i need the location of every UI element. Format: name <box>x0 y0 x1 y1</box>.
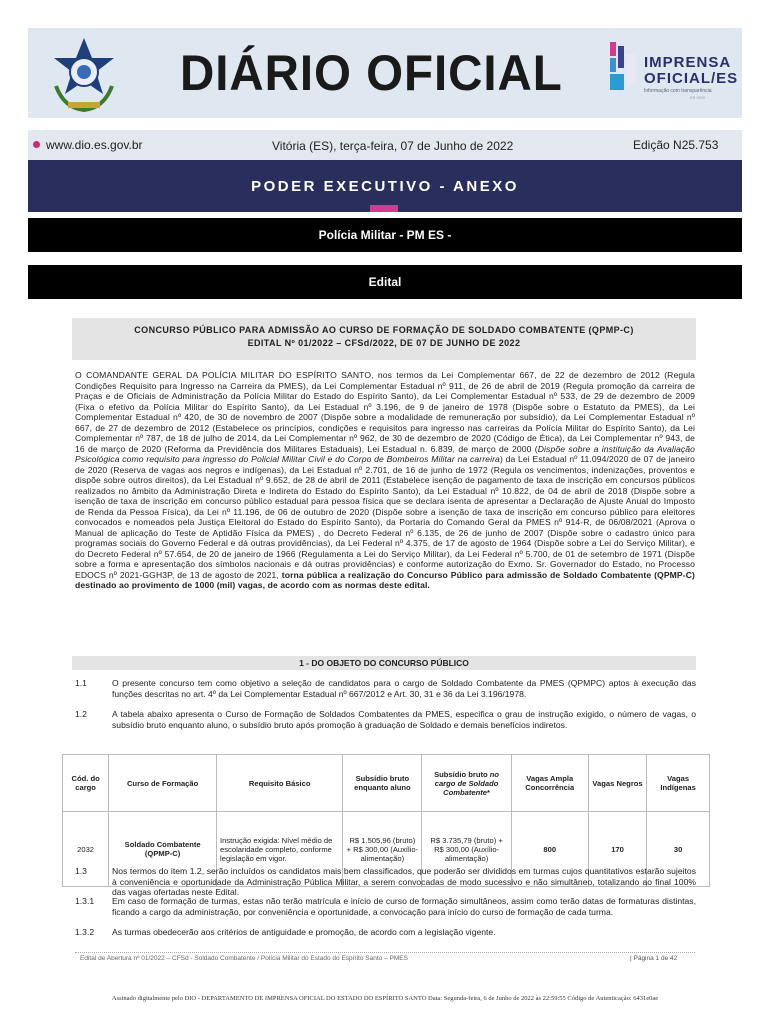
cell-sub2: R$ 3.735,79 (bruto) + R$ 300,00 (Auxílio-alimentação) <box>422 812 511 887</box>
logo-subtag: ES GOV <box>690 95 706 100</box>
cell-sub1: R$ 1.505,96 (bruto) + R$ 300,00 (Auxílio-alimentação) <box>343 812 422 887</box>
preamble-part2: ) da Lei Estadual nº 11.094/2020 de 07 de janeiro de 2020 (Reserva de vagas aos negros e indígenas), da Lei Estadual nº 2.701, de 16 de junho de 1972 (Regula os vencimentos, indenizações, proventos e dispõe sobre outros direitos), da Lei Estadual nº 9.652, de 28 de abril de 2011 (Estabelece isenção de pagamento de taxa de inscrição em concursos públicos realizados no âmbito da Administração Direta e Indireta do Estado do Espírito Santo), da Lei Estadual nº 10.822, de 04 de abril de 2018 (Dispõe sobre a isenção de taxa de inscrição em concurso público estadual para pessoa física que se declara isenta de apresentar a Declaração de Ajuste Anual do Imposto de Renda da Pessoa Física), da Lei nº 11.196, de 06 de outubro de 2020 (Dispõe sobre a isenção de taxa de inscrição em concurso público para eleitores convocados e nomeados pela Justiça Eleitoral do Estado do Espírito Santo), da Portaria do Comando Geral da PMES nº 914-R, de 06/08/2021 (Aprova o Manual de aplicação do Teste de Aptidão Física da PMES) , do Decreto Federal nº 6.135, de 26 de junho de 2007 (Dispõe sobre o cadastro único para programas sociais do Governo Federal e dá outras providências), da Lei Federal nº 4.375, de 17 de agosto de 1964 (Dispõe sobre a Lei do Serviço Militar), e do Decreto Federal nº 57.654, de 20 de janeiro de 1966 (Regulamenta a Lei do Serviço Militar), da Lei Federal nº 5.700, de 01 de setembro de 1971 (Dispõe sobre a forma e apresentação dos símbolos nacionais e dá outras providências) e conforme autorização do Exmo. Sr. Governador do Estado, no Processo EDOCS nº 2021-GGH3P, de 13 de agosto de 2021, <box>75 454 696 580</box>
col-sub2-c: * <box>487 787 490 797</box>
section-title: PODER EXECUTIVO - ANEXO <box>251 178 519 195</box>
col-sub2 <box>422 755 511 812</box>
col-sub2-b: no cargo de Soldado Combatente <box>434 769 500 797</box>
item-number: 1.2 <box>75 709 87 719</box>
logo-tagline: Informação com transparência <box>644 88 712 94</box>
cell-curso: Soldado Combatente (QPMP-C) <box>109 812 217 887</box>
logo-line2: OFICIAL/ES <box>644 70 739 87</box>
cell-negros: 170 <box>588 812 647 887</box>
col-indig: Vagas Indígenas <box>647 755 710 812</box>
item-number: 1.1 <box>75 678 87 688</box>
cell-ampla: 800 <box>511 812 588 887</box>
table-header-row <box>63 755 710 812</box>
cell-req: Instrução exigida: Nível médio de escolaridade completo, conforme legislação em vigor. <box>217 812 343 887</box>
col-req: Requisito Básico <box>217 755 343 812</box>
col-negros: Vagas Negros <box>588 755 647 812</box>
page-number: | Página 1 de 42 <box>630 955 678 962</box>
item-text: As turmas obedecerão aos critérios de antiguidade e promoção, de acordo com a legislação vigente. <box>112 927 496 937</box>
issue-date: Vitória (ES), terça-feira, 07 de Junho de 2022 <box>272 139 514 153</box>
site-link[interactable]: www.dio.es.gov.br <box>46 138 143 152</box>
doc-type-bar: Edital <box>28 265 742 299</box>
item-text: Nos termos do item 1.2, serão incluídos os candidatos mais bem classificados, que poderão ser divididos em turmas cujos quantitativos estarão sujeitos à conveniência e oportunidade da Administração Pública Militar, a serem convocadas de modo sucessivo e não simultâneo, totalizando ao final 100% das vagas ofertadas neste Edital. <box>112 866 696 897</box>
doc-heading-line1: CONCURSO PÚBLICO PARA ADMISSÃO AO CURSO DE FORMAÇÃO DE SOLDADO COMBATENTE (QPMP-C) <box>134 325 634 335</box>
col-ampla: Vagas Ampla Concorrência <box>511 755 588 812</box>
logo-line1: IMPRENSA <box>644 54 732 71</box>
digital-signature: Assinado digitalmente pelo DIO - DEPARTAMENTO DE IMPRENSA OFICIAL DO ESTADO DO ESPÍRITO SANTO Data: Segunda-feira, 6 de Junho de 2022 às 22:59:55 Código de Autenticação: 6431e0ae <box>111 995 659 1002</box>
item-number: 1.3 <box>75 866 87 876</box>
preamble-italic: Dispõe sobre a instituição da Avaliação Psicológica como requisito para ingresso do Policial Militar Civil e do Corpo de Bombeiros Militar na carreira <box>75 443 695 464</box>
preamble-paragraph <box>75 370 695 591</box>
cell-indig: 30 <box>647 812 710 887</box>
newspaper-title: DIÁRIO OFICIAL <box>180 45 563 101</box>
bullet-icon <box>33 141 40 148</box>
col-cod: Cód. do cargo <box>63 755 109 812</box>
preamble-part1: O COMANDANTE GERAL DA POLÍCIA MILITAR DO ESPÍRITO SANTO, nos termos da Lei Complementar 667, de 22 de dezembro de 2012 (Regula Condições Requisito para Ingresso na Carreira da PMES), da Lei Complementar Estadual nº 911, de 26 de abril de 2019 (Regula promoção da carreira de Praças e de Oficiais de Administração da Polícia Militar do Estado do Espírito Santo), da Lei Complementar Estadual nº 533, de 29 de dezembro de 2009 (Fixa o efetivo da Polícia Militar do Espírito Santo), da Lei Estadual nº 3.196, de 9 de janeiro de 1978 (Dispõe sobre o Estatuto da PMES), da Lei Complementar Estadual nº 420, de 30 de novembro de 2007 (Dispõe sobre a modalidade de remuneração por subsídio), da Lei Complementar Estadual nº 667, de 27 de dezembro de 2012 (Estabelece os princípios, condições e requisitos para ingresso nas carreiras da Polícia Militar do Espírito Santo), da Lei Complementar nº 787, de 18 de julho de 2014, da Lei Complementar nº 962, de 30 de dezembro de 2020 (Código de Ética), da Lei Complementar nº 943, de 16 de março de 2020 (Reforma da Previdência dos Militares Estaduais), Lei Estadual n. 6.839, de março de 2000 ( <box>75 370 695 454</box>
organ-bar: Polícia Militar - PM ES - <box>28 218 742 252</box>
doc-heading-line2: EDITAL Nº 01/2022 – CFSd/2022, DE 07 DE JUNHO DE 2022 <box>247 338 521 348</box>
item-text: O presente concurso tem como objetivo a seleção de candidatos para o cargo de Soldado Combatente da PMES (QPMPC) aptos à execução das funções descritas no art. 4º da Lei Complementar Estadual nº 667/2012 e Art. 30, 31 e 36 da Lei 3.196/1978. <box>112 678 696 699</box>
section1-title: 1 - DO OBJETO DO CONCURSO PÚBLICO <box>299 658 469 668</box>
item-number: 1.3.1 <box>75 896 95 906</box>
col-curso: Curso de Formação <box>109 755 217 812</box>
col-sub2-a: Subsídio bruto <box>434 769 490 779</box>
section-accent <box>370 205 398 212</box>
col-sub1: Subsídio bruto enquanto aluno <box>343 755 422 812</box>
item-number: 1.3.2 <box>75 927 95 937</box>
preamble-bold: torna pública a realização do Concurso Público para admissão de Soldado Combatente (QPMP-C) destinado ao provimento de 1000 (mil) vagas, de acordo com as normas deste edital. <box>75 569 695 590</box>
item-text: Em caso de formação de turmas, estas não terão matrícula e início de curso de formação simultâneos, assim como terão datas de formaturas distintas, ficando a cargo da administração, por conveniência e oportunidade, a convocação para início do curso de formação de cada turma. <box>112 896 696 917</box>
cell-cod: 2032 <box>63 812 109 887</box>
state-coat-of-arms-icon <box>44 36 124 116</box>
footer-left: Edital de Abertura nº 01/2022 – CFSd - Soldado Combatente / Polícia Militar do Estado do Espírito Santo – PMES <box>80 955 408 962</box>
edition-number: Edição N25.753 <box>633 138 719 152</box>
footer-divider <box>75 952 695 953</box>
item-text: A tabela abaixo apresenta o Curso de Formação de Soldados Combatentes da PMES, especifica o grau de instrução exigido, o número de vagas, o subsídio bruto enquanto aluno, o subsídio bruto após promoção à graduação de Soldado e demais benefícios indiretos. <box>112 709 696 730</box>
